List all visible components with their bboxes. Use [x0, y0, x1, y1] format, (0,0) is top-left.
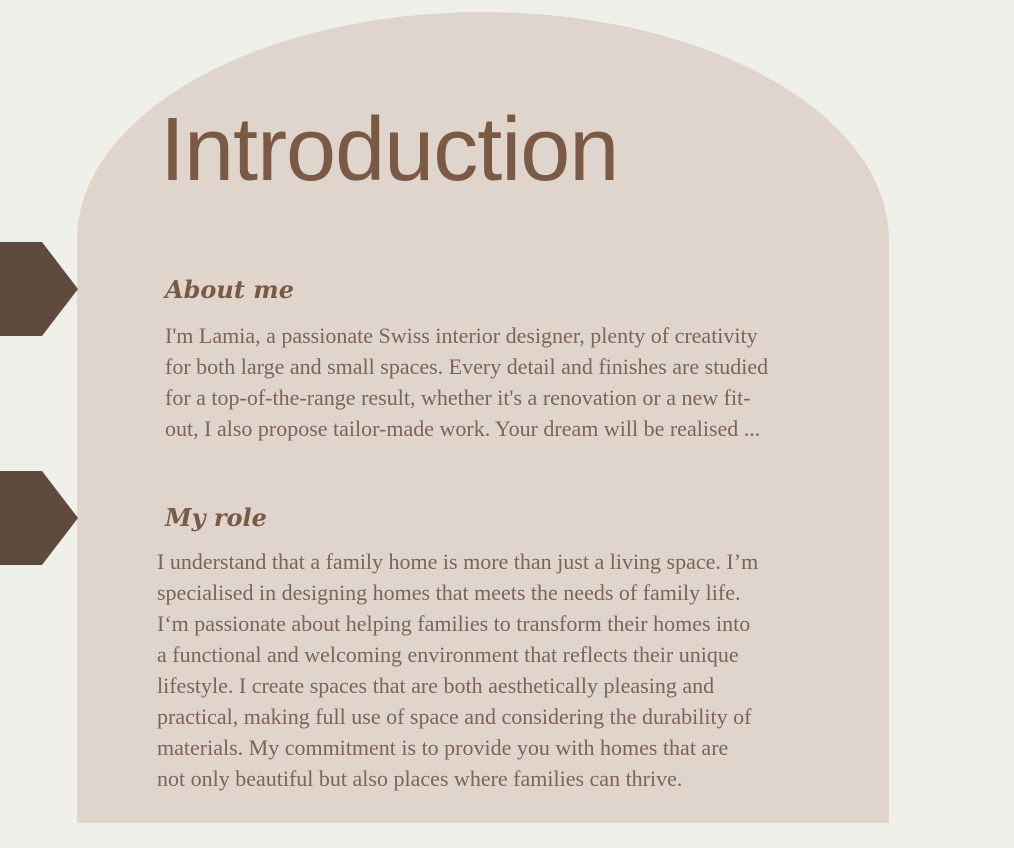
about-line: I'm Lamia, a passionate Swiss interior designer, plenty of creativity: [165, 323, 758, 348]
arrow-marker-role: [0, 471, 78, 565]
about-line: for a top-of-the-range result, whether it's a renovation or a new fit-: [165, 385, 751, 410]
about-paragraph: [165, 320, 768, 444]
role-heading: My role: [165, 503, 267, 532]
about-line: out, I also propose tailor-made work. Your dream will be realised ...: [165, 416, 761, 441]
role-line: I understand that a family home is more than just a living space. I’m: [157, 549, 759, 574]
page-title: Introduction: [160, 100, 619, 200]
about-line: for both large and small spaces. Every detail and finishes are studied: [165, 354, 769, 379]
role-line: not only beautiful but also places where families can thrive.: [157, 766, 683, 791]
about-heading: About me: [165, 275, 294, 304]
role-line: a functional and welcoming environment that reflects their unique: [157, 642, 739, 667]
role-paragraph: [157, 546, 758, 794]
arrow-marker-about: [0, 242, 78, 336]
role-line: I‘m passionate about helping families to transform their homes into: [157, 611, 751, 636]
role-line: specialised in designing homes that meets the needs of family life.: [157, 580, 741, 605]
role-line: materials. My commitment is to provide you with homes that are: [157, 735, 729, 760]
role-line: lifestyle. I create spaces that are both aesthetically pleasing and: [157, 673, 715, 698]
role-line: practical, making full use of space and considering the durability of: [157, 704, 752, 729]
